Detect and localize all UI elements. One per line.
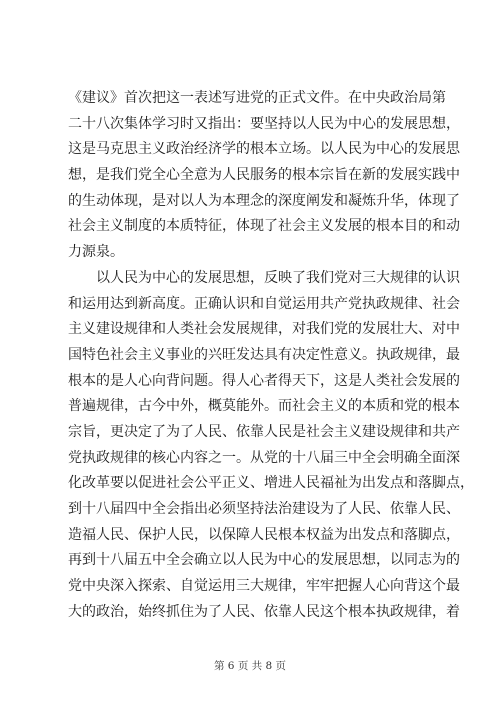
page-footer	[0, 658, 500, 673]
text-line: 以人民为中心的发展思想，反映了我们党对三大规律的认识	[96, 269, 460, 286]
text-line: 国特色社会主义事业的兴旺发达具有决定性意义。执政规律，最	[68, 346, 460, 363]
text-line: 大的政治，始终抓住为了人民、依靠人民这个根本执政规律，着	[68, 603, 460, 620]
text-line: 造福人民、保护人民，以保障人民根本权益为出发点和落脚点，	[68, 526, 460, 543]
text-line: 根本的是人心向背问题。得人心者得天下，这是人类社会发展的	[68, 372, 460, 389]
text-line: 党中央深入探索、自觉运用三大规律，牢牢把握人心向背这个最	[68, 578, 460, 595]
text-line: 想，是我们党全心全意为人民服务的根本宗旨在新的发展实践中	[68, 167, 460, 184]
text-line: 再到十八届五中全会确立以人民为中心的发展思想，以同志为的	[68, 552, 460, 569]
text-line: 和运用达到新高度。正确认识和自觉运用共产党执政规律、社会	[68, 295, 460, 312]
text-line: 主义建设规律和人类社会发展规律，对我们党的发展壮大、对中	[68, 321, 460, 338]
text-line: 普遍规律，古今中外，概莫能外。而社会主义的本质和党的根本	[68, 398, 460, 415]
text-line: 力源泉。	[68, 244, 124, 261]
text-line: 党执政规律的核心内容之一。从党的十八届三中全会明确全面深	[68, 449, 460, 466]
paragraph-1	[68, 86, 460, 266]
page-number: 第 6 页 共 8 页	[213, 660, 287, 672]
text-line: 二十八次集体学习时又指出：要坚持以人民为中心的发展思想，	[68, 115, 460, 132]
text-line: 社会主义制度的本质特征，体现了社会主义发展的根本目的和动	[68, 218, 460, 235]
paragraph-2	[68, 266, 474, 626]
text-line: 这是马克思主义政治经济学的根本立场。以人民为中心的发展思	[68, 141, 460, 158]
text-line: 到十八届四中全会指出必须坚持法治建设为了人民、依靠人民、	[68, 501, 460, 517]
body-text	[68, 86, 474, 625]
text-line: 宗旨，更决定了为了人民、依靠人民是社会主义建设规律和共产	[68, 423, 460, 440]
text-line: 化改革要以促进社会公平正义、增进人民福祉为出发点和落脚点，	[68, 475, 474, 492]
text-line: 的生动体现，是对以人为本理念的深度阐发和凝炼升华，体现了	[68, 192, 460, 209]
text-line: 《建议》首次把这一表述写进党的正式文件。在中央政治局第	[68, 90, 446, 106]
